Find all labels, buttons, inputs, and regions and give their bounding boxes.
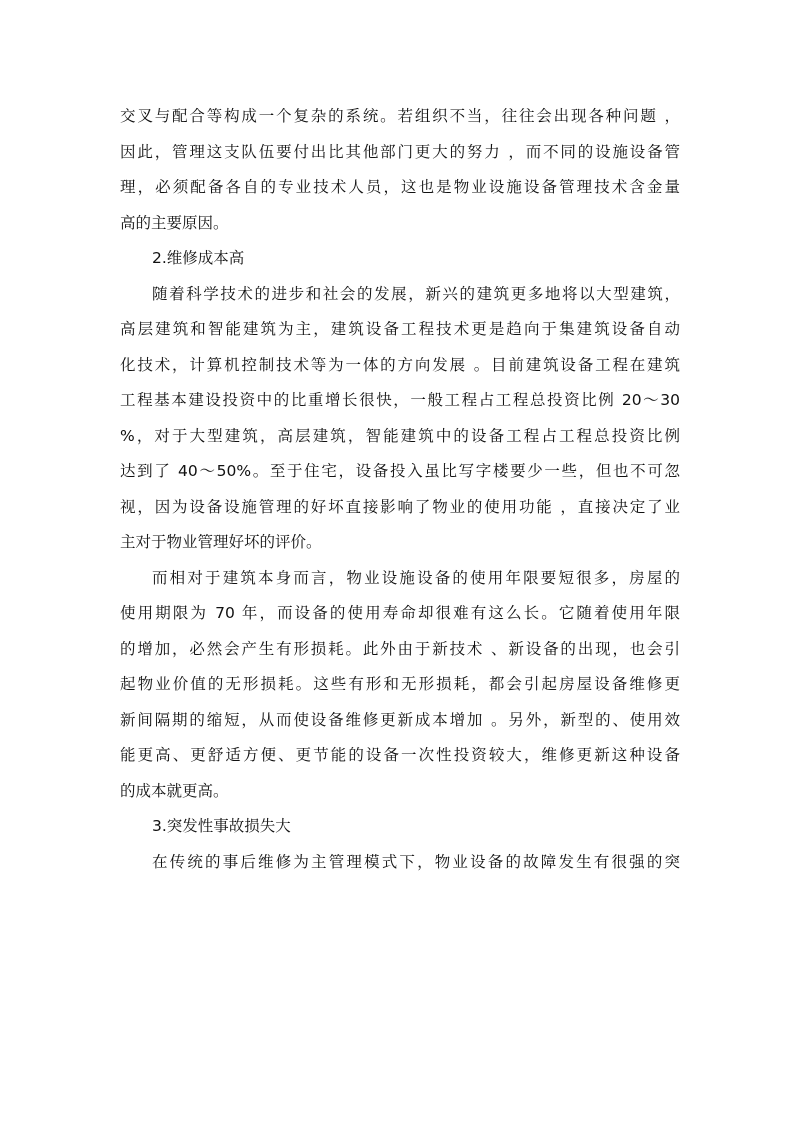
text-line: 能更高、更舒适方便、更节能的设备一次性投资较大，维修更新这种设备 — [120, 746, 680, 764]
text-line: 交叉与配合等构成一个复杂的系统。若组织不当，往往会出现各种问题 ， — [120, 107, 680, 125]
text-line: 而相对于建筑本身而言，物业设施设备的使用年限要短很多，房屋的 — [152, 568, 680, 587]
text-line: 化技术，计算机控制技术等为一体的方向发展 。目前建筑设备工程在建筑 — [120, 355, 680, 374]
text-line: 的增加，必然会产生有形损耗。此外由于新技术 、新设备的出现，也会引 — [120, 639, 680, 658]
text-line: 在传统的事后维修为主管理模式下，物业设备的故障发生有很强的突 — [152, 852, 680, 871]
text-line: 新间隔期的缩短，从而使设备维修更新成本增加 。另外，新型的、使用效 — [120, 710, 680, 729]
text-line: 的成本就更高。 — [120, 781, 229, 800]
text-line: 使用期限为 70 年，而设备的使用寿命却很难有这么长。它随着使用年限 — [120, 604, 680, 622]
text-line: 因此，管理这支队伍要付出比其他部门更大的努力 ，而不同的设施设备管 — [120, 142, 680, 161]
text-line: 起物业价值的无形损耗。这些有形和无形损耗，都会引起房屋设备维修更 — [120, 675, 680, 693]
text-line: 视，因为设备设施管理的好坏直接影响了物业的使用功能 ，直接决定了业 — [120, 497, 680, 516]
text-line: 理，必须配备各自的专业技术人员，这也是物业设施设备管理技术含金量 — [120, 178, 680, 196]
text-line: 高层建筑和智能建筑为主，建筑设备工程技术更是趋向于集建筑设备自动 — [120, 320, 680, 338]
section-heading: 2.维修成本高 — [152, 249, 245, 267]
document-body — [120, 101, 680, 882]
text-line: 达到了 40～50%。至于住宅，设备投入虽比写字楼要少一些，但也不可忽 — [120, 462, 680, 480]
text-line: 随着科学技术的进步和社会的发展，新兴的建筑更多地将以大型建筑， — [152, 284, 680, 303]
text-line: 高的主要原因。 — [120, 213, 229, 232]
text-line: 主对于物业管理好坏的评价。 — [120, 533, 322, 551]
text-line: %，对于大型建筑，高层建筑，智能建筑中的设备工程占工程总投资比例 — [120, 426, 680, 445]
text-line: 工程基本建设投资中的比重增长很快，一般工程占工程总投资比例 20～30 — [120, 391, 680, 409]
section-heading: 3.突发性事故损失大 — [152, 817, 291, 835]
